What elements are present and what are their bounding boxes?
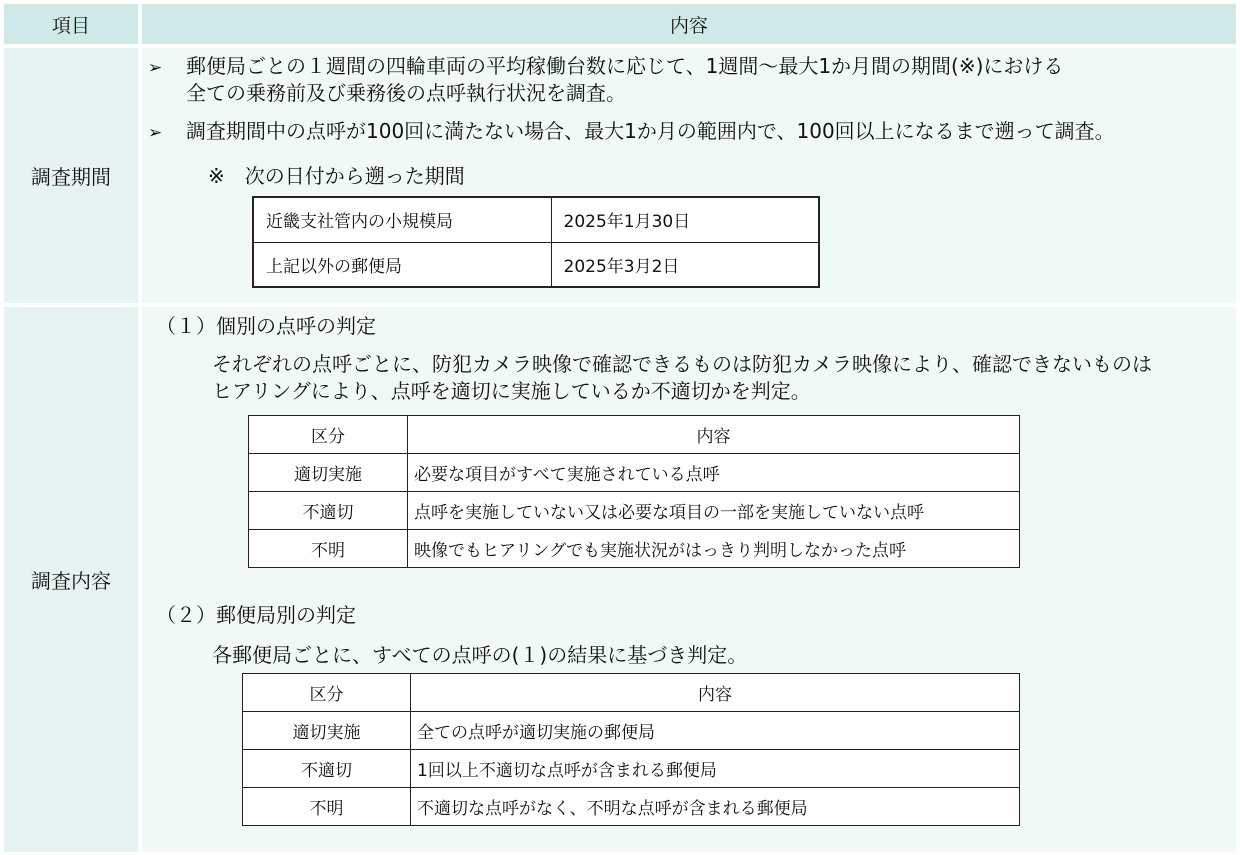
date-value-cell: 2025年1月30日 [551,197,819,242]
date-place-cell: 上記以外の郵便局 [253,242,551,287]
naiyou-cell: 1回以上不適切な点呼が含まれる郵便局 [411,750,1020,788]
content-body [142,307,1236,852]
kubun-cell: 不明 [249,530,408,568]
header-item: 項目 [4,4,138,44]
part2-table [242,673,1020,826]
part1-desc-line2: ヒアリングにより、点呼を適切に実施しているか不適切かを判定。 [212,379,811,403]
kubun-cell: 不適切 [249,492,408,530]
period-content [142,48,1236,303]
period-date-table [252,196,820,288]
naiyou-cell: 映像でもヒアリングでも実施状況がはっきり判明しなかった点呼 [408,530,1020,568]
kubun-cell: 適切実施 [243,712,411,750]
table-header-row [243,674,1020,712]
table-row [243,750,1020,788]
naiyou-cell: 点呼を実施していない又は必要な項目の一部を実施していない点呼 [408,492,1020,530]
col-header-kubun: 区分 [243,674,411,712]
naiyou-cell: 不適切な点呼がなく、不明な点呼が含まれる郵便局 [411,788,1020,826]
header-content: 内容 [142,4,1236,44]
table-row [249,530,1020,568]
table-row [243,788,1020,826]
period-bullet-1-line1: 郵便局ごとの１週間の四輪車両の平均稼働台数に応じて、1週間～最大1か月間の期間(※)における [186,54,1064,78]
part1-heading: （１）個別の点呼の判定 [156,314,376,338]
naiyou-cell: 必要な項目がすべて実施されている点呼 [408,454,1020,492]
table-row [249,454,1020,492]
table-row [253,242,819,287]
part1-table [248,415,1020,568]
content-label: 調査内容 [4,307,138,852]
kubun-cell: 不適切 [243,750,411,788]
table-row [249,492,1020,530]
col-header-kubun: 区分 [249,416,408,454]
bullet-arrow-icon: ➢ [148,58,163,78]
part1-desc-line1: それぞれの点呼ごとに、防犯カメラ映像で確認できるものは防犯カメラ映像により、確認できないものは [212,352,1152,376]
date-value-cell: 2025年3月2日 [551,242,819,287]
table-row [243,712,1020,750]
col-header-naiyou: 内容 [408,416,1020,454]
period-bullet-1-line2: 全ての乗務前及び乗務後の点呼執行状況を調査。 [186,81,626,105]
naiyou-cell: 全ての点呼が適切実施の郵便局 [411,712,1020,750]
table-header-row [249,416,1020,454]
bullet-arrow-icon: ➢ [148,123,163,143]
kubun-cell: 不明 [243,788,411,826]
date-place-cell: 近畿支社管内の小規模局 [253,197,551,242]
table-row [253,197,819,242]
col-header-naiyou: 内容 [411,674,1020,712]
period-bullet-2: 調査期間中の点呼が100回に満たない場合、最大1か月の範囲内で、100回以上になるまで遡って調査。 [186,119,1115,143]
part2-desc-line1: 各郵便局ごとに、すべての点呼の(１)の結果に基づき判定。 [212,643,748,667]
kubun-cell: 適切実施 [249,454,408,492]
period-note: ※ 次の日付から遡った期間 [208,164,465,188]
part2-heading: （２）郵便局別の判定 [156,603,356,627]
period-label: 調査期間 [4,48,138,303]
